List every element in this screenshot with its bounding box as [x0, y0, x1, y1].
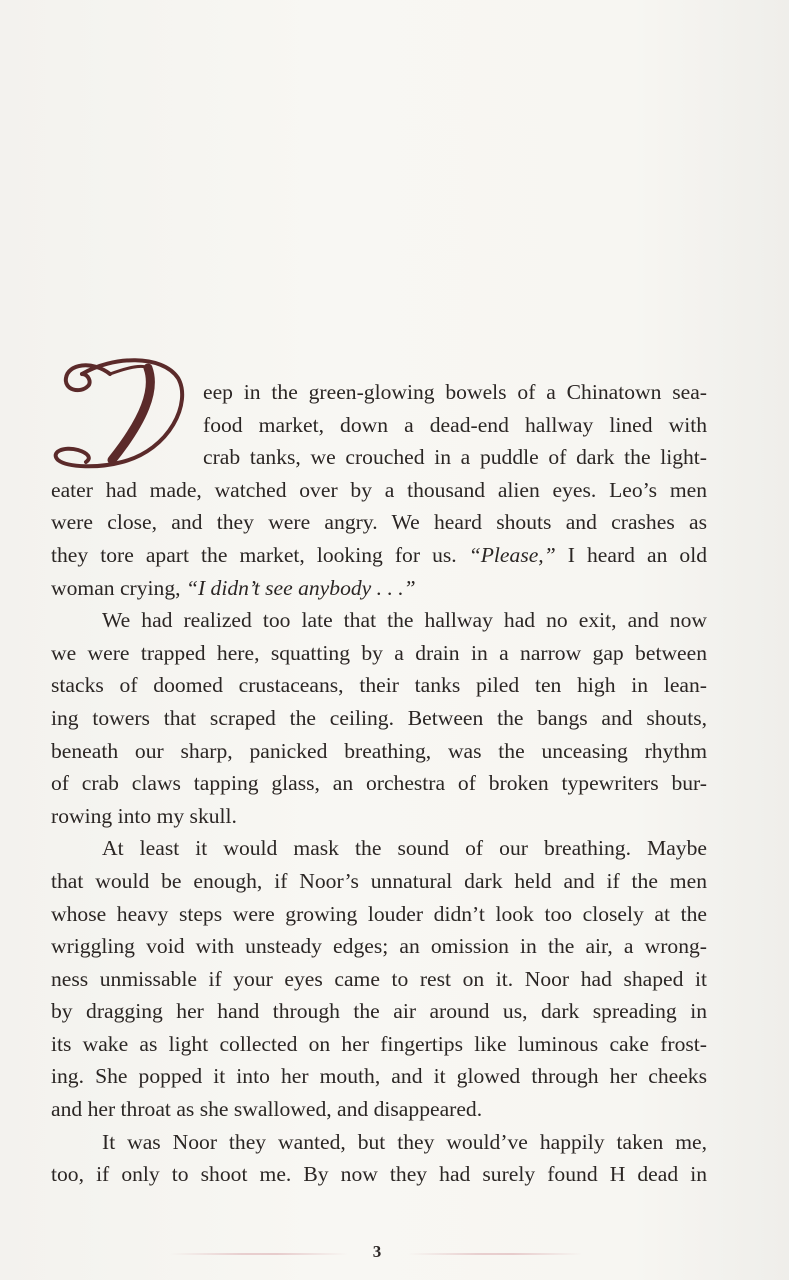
text-line: ness unmissable if your eyes came to rest on it. Noor had shaped it [51, 966, 707, 991]
text-line: ing towers that scraped the ceiling. Between the bangs and shouts, [51, 705, 707, 730]
text-line: food market, down a dead-end hallway lined with [203, 412, 707, 437]
text-line: were close, and they were angry. We heard shouts and crashes as [51, 510, 707, 535]
text-line: eep in the green-glowing bowels of a Chinatown sea- [203, 380, 707, 404]
paragraph-2 [51, 604, 707, 832]
text-line: of crab claws tapping glass, an orchestra of broken typewriters bur- [51, 771, 707, 796]
svg-text:D: D [52, 350, 53, 351]
paragraph-4 [51, 1126, 707, 1191]
text-line: too, if only to shoot me. By now they had surely found H dead in [51, 1162, 707, 1187]
page-footer [0, 1240, 789, 1270]
text-segment: I heard an old [555, 542, 707, 567]
text-line: rowing into my skull. [51, 803, 237, 828]
paragraph-3 [51, 832, 707, 1125]
italic-quote-please: “Please,” [468, 542, 556, 567]
text-line: We had realized too late that the hallway had no exit, and now [102, 608, 707, 633]
italic-quote-didnt-see: “I didn’t see anybody . . .” [185, 575, 416, 600]
footer-rule-left [170, 1253, 348, 1255]
footer-rule-right [408, 1253, 583, 1255]
text-line: whose heavy steps were growing louder didn’t look too closely at the [51, 901, 707, 926]
text-line: we were trapped here, squatting by a drain in a narrow gap between [51, 640, 707, 665]
text-segment: woman crying, [51, 575, 181, 600]
text-line: crab tanks, we crouched in a puddle of dark the light- [203, 445, 707, 470]
text-line: beneath our sharp, panicked breathing, was the unceasing rhythm [51, 738, 707, 763]
text-line: that would be enough, if Noor’s unnatural dark held and if the men [51, 868, 707, 893]
text-line: stacks of doomed crustaceans, their tanks piled ten high in lean- [51, 673, 707, 698]
text-line: wriggling void with unsteady edges; an omission in the air, a wrong- [51, 934, 707, 959]
text-line: ing. She popped it into her mouth, and it glowed through her cheeks [51, 1064, 707, 1089]
text-segment: they tore apart the market, looking for us. [51, 542, 457, 567]
text-line: eater had made, watched over by a thousand alien eyes. Leo’s men [51, 477, 707, 502]
text-line: by dragging her hand through the air around us, dark spreading in [51, 999, 707, 1024]
paragraph-1 [51, 376, 707, 604]
body-text [51, 376, 707, 1191]
text-line [51, 539, 707, 572]
text-line: its wake as light collected on her fingertips like luminous cake frost- [51, 1031, 707, 1056]
text-line [51, 572, 707, 605]
text-line: At least it would mask the sound of our breathing. Maybe [102, 836, 707, 861]
text-line: and her throat as she swallowed, and disappeared. [51, 1097, 483, 1122]
page-number: 3 [372, 1242, 382, 1261]
text-line: It was Noor they wanted, but they would’ve happily taken me, [102, 1129, 707, 1154]
